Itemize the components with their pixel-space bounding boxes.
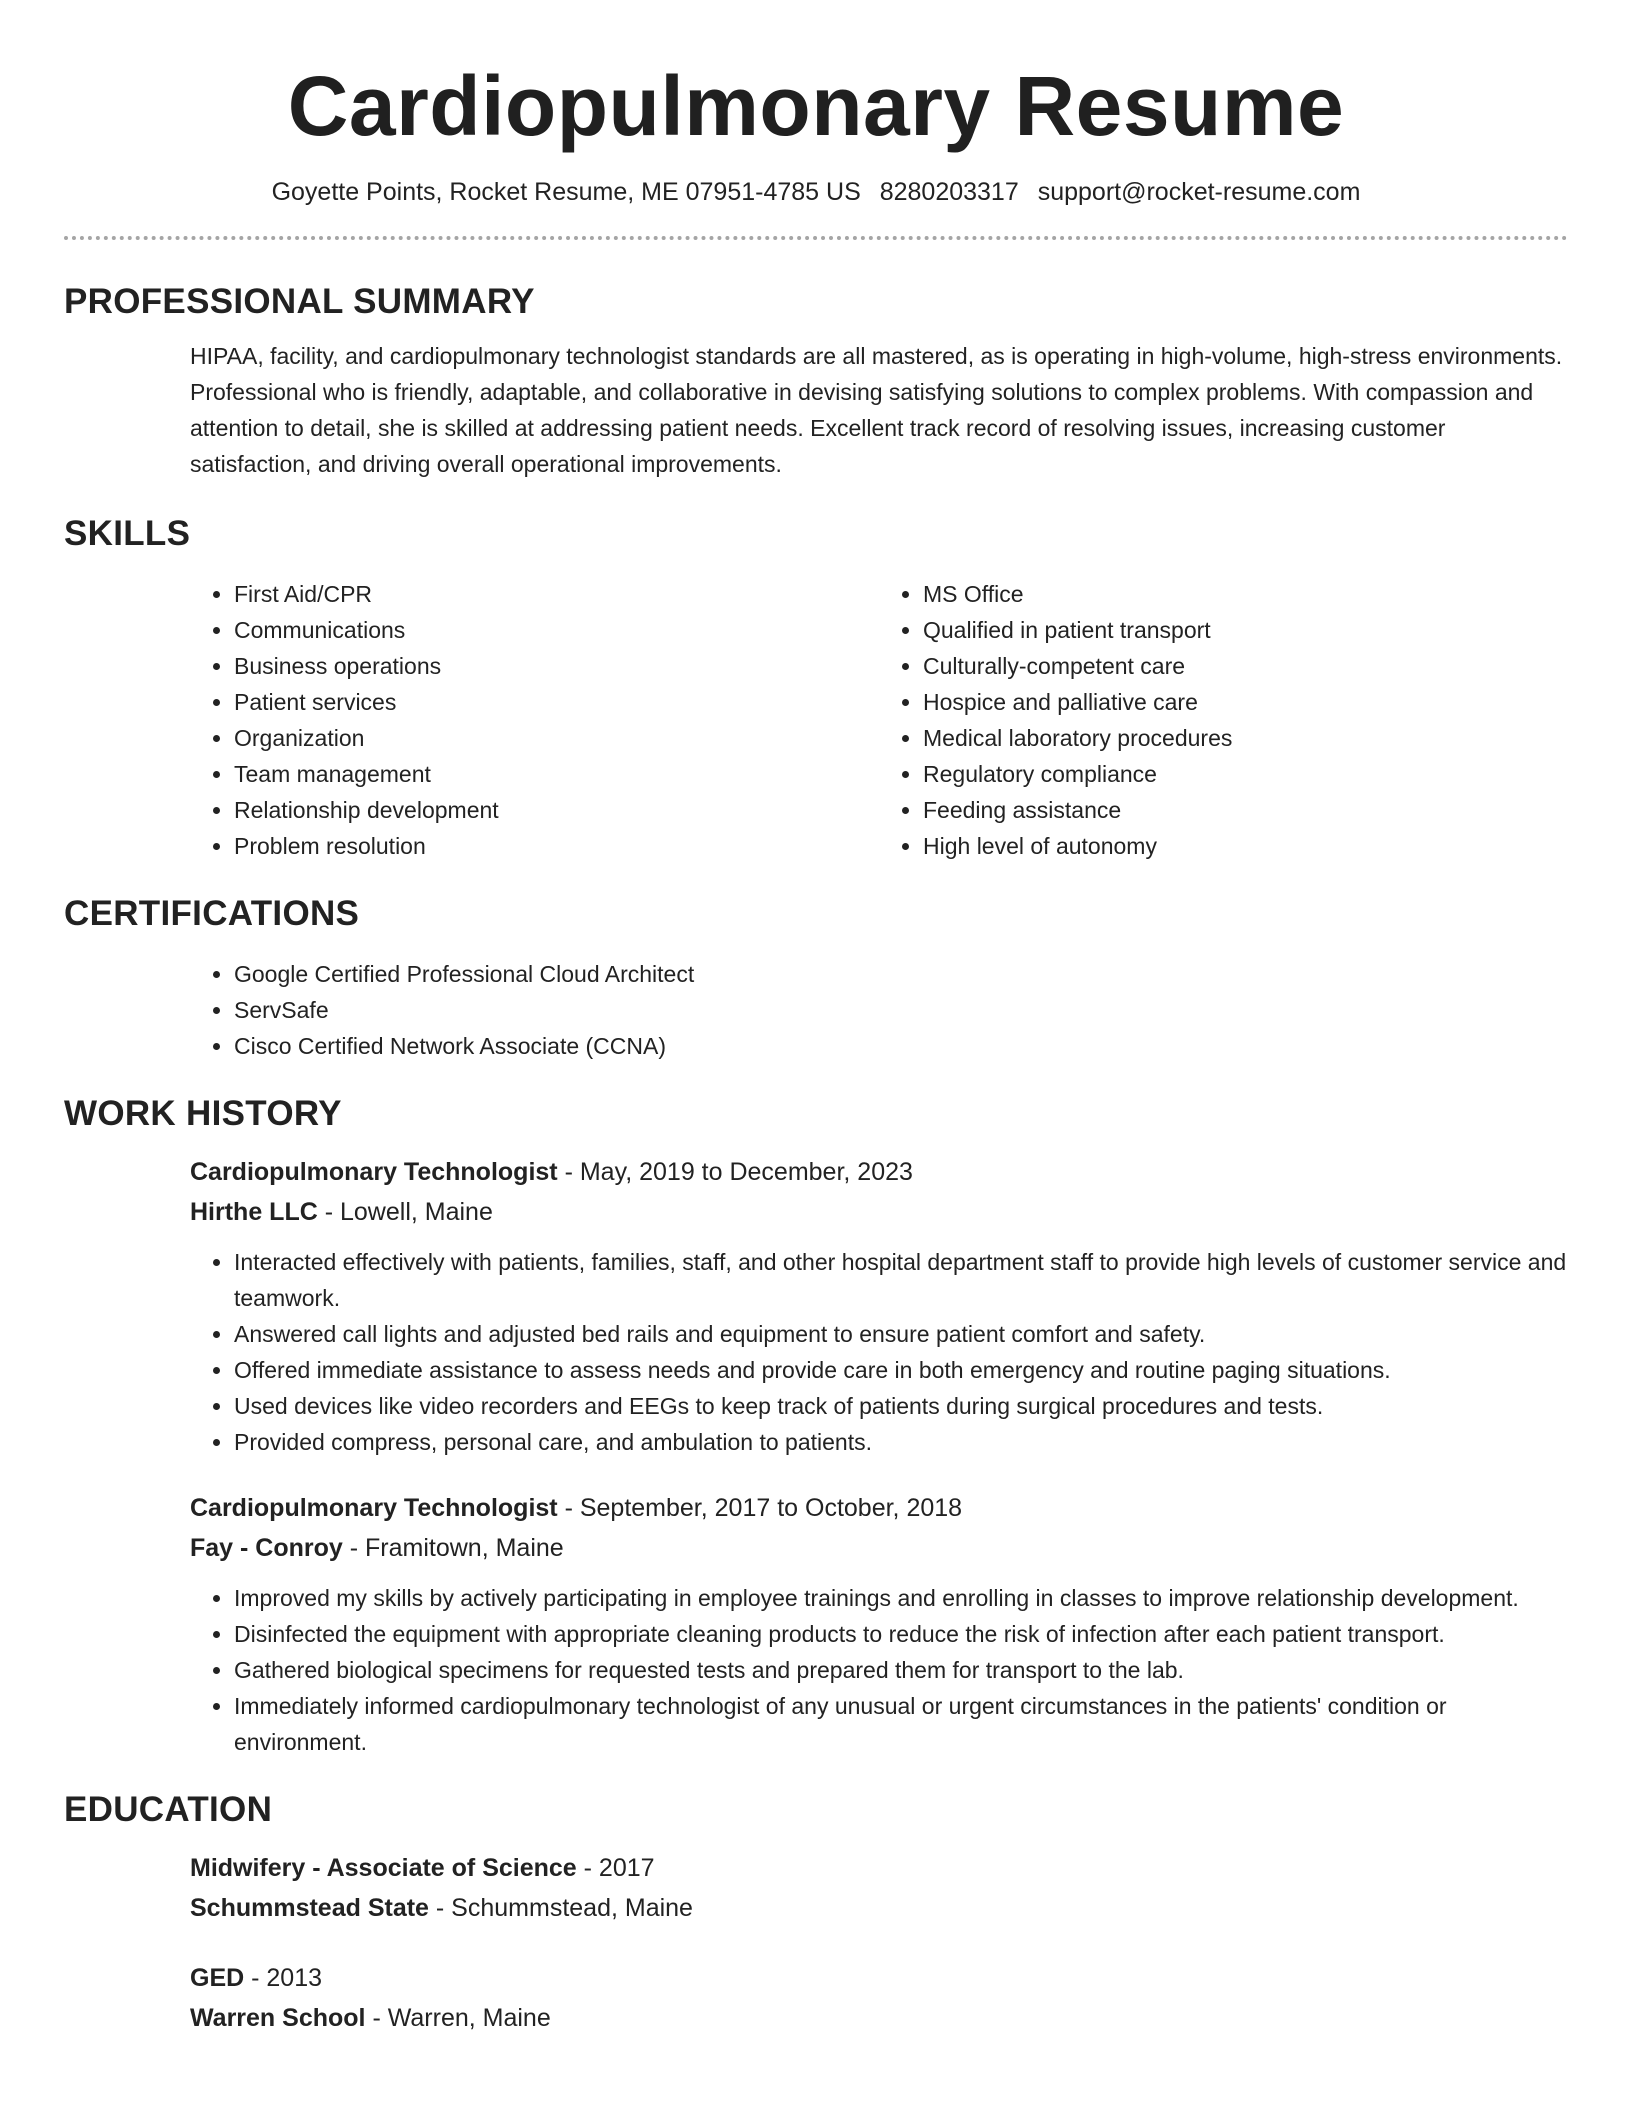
skill-item: • Culturally-competent care: [923, 648, 1568, 684]
contact-line: [64, 176, 1568, 208]
skill-item: • Organization: [234, 720, 879, 756]
header-divider: [64, 236, 1568, 240]
summary-section: [64, 280, 1568, 482]
job-company: Fay - Conroy: [190, 1534, 343, 1562]
skill-item: • High level of autonomy: [923, 828, 1568, 864]
job-title-line: [190, 1152, 1568, 1192]
job-title-line: [190, 1488, 1568, 1528]
work-history-heading: WORK HISTORY: [64, 1094, 342, 1133]
duty-item: • Immediately informed cardiopulmonary technologist of any unusual or urgent circumstances in the patients' condition or environment.: [234, 1688, 1568, 1760]
skills-list-right: [879, 576, 1568, 864]
duty-item: • Offered immediate assistance to assess needs and provide care in both emergency and routine paging situations.: [234, 1352, 1568, 1388]
skill-item: • Medical laboratory procedures: [923, 720, 1568, 756]
duty-item: • Improved my skills by actively participating in employee trainings and enrolling in classes to improve relationship development.: [234, 1580, 1568, 1616]
contact-address: Goyette Points, Rocket Resume, ME 07951-4785 US: [271, 178, 861, 206]
skills-grid: [64, 576, 1568, 864]
skill-item: • Team management: [234, 756, 879, 792]
skill-item: • Qualified in patient transport: [923, 612, 1568, 648]
skill-item: • Hospice and palliative care: [923, 684, 1568, 720]
job-entry: [190, 1488, 1568, 1760]
duty-item: • Answered call lights and adjusted bed rails and equipment to ensure patient comfort and safety.: [234, 1316, 1568, 1352]
contact-email: support@rocket-resume.com: [1037, 178, 1361, 206]
resume-title: Cardiopulmonary Resume: [287, 59, 1345, 153]
skill-item: • Feeding assistance: [923, 792, 1568, 828]
skill-item: • First Aid/CPR: [234, 576, 879, 612]
job-role: Cardiopulmonary Technologist: [190, 1494, 558, 1522]
job-location: - Framitown, Maine: [342, 1534, 564, 1562]
duty-item: • Provided compress, personal care, and ambulation to patients.: [234, 1424, 1568, 1460]
certifications-list: [190, 956, 1568, 1064]
education-location: - Schummstead, Maine: [428, 1894, 693, 1922]
skill-item: • Patient services: [234, 684, 879, 720]
job-location: - Lowell, Maine: [317, 1198, 493, 1226]
skill-item: • Regulatory compliance: [923, 756, 1568, 792]
education-degree: Midwifery - Associate of Science: [190, 1854, 577, 1882]
job-role: Cardiopulmonary Technologist: [190, 1158, 558, 1186]
duty-item: • Disinfected the equipment with appropriate cleaning products to reduce the risk of infection after each patient transport.: [234, 1616, 1568, 1652]
summary-heading: PROFESSIONAL SUMMARY: [64, 282, 535, 321]
duty-item: • Used devices like video recorders and EEGs to keep track of patients during surgical procedures and tests.: [234, 1388, 1568, 1424]
skills-heading: SKILLS: [64, 514, 191, 553]
education-heading: EDUCATION: [64, 1790, 273, 1829]
job-duties: [190, 1244, 1568, 1460]
job-entry: [190, 1152, 1568, 1460]
education-school: Warren School: [190, 2004, 366, 2032]
certification-item: • Google Certified Professional Cloud Architect: [234, 956, 1568, 992]
job-company: Hirthe LLC: [190, 1198, 318, 1226]
job-company-line: [190, 1192, 1568, 1232]
education-year: - 2017: [576, 1854, 655, 1882]
job-dates: - September, 2017 to October, 2018: [557, 1494, 963, 1522]
certification-item: • ServSafe: [234, 992, 1568, 1028]
job-dates: - May, 2019 to December, 2023: [557, 1158, 913, 1186]
job-company-line: [190, 1528, 1568, 1568]
skill-item: • Relationship development: [234, 792, 879, 828]
duty-item: • Gathered biological specimens for requested tests and prepared them for transport to the lab.: [234, 1652, 1568, 1688]
skill-item: • Business operations: [234, 648, 879, 684]
skill-item: • MS Office: [923, 576, 1568, 612]
skill-item: • Communications: [234, 612, 879, 648]
education-year: - 2013: [244, 1964, 323, 1992]
education-entry: [190, 1958, 1568, 2038]
education-degree-line: [190, 1848, 1568, 1888]
certifications-section: [64, 892, 1568, 1064]
education-location: - Warren, Maine: [365, 2004, 551, 2032]
job-duties: [190, 1580, 1568, 1760]
education-school-line: [190, 1998, 1568, 2038]
work-history-section: [64, 1092, 1568, 1760]
education-section: [64, 1788, 1568, 2038]
certifications-heading: CERTIFICATIONS: [64, 894, 360, 933]
contact-phone: 8280203317: [879, 178, 1019, 206]
education-degree: GED: [190, 1964, 245, 1992]
skills-list-left: [190, 576, 879, 864]
education-school: Schummstead State: [190, 1894, 429, 1922]
skill-item: • Problem resolution: [234, 828, 879, 864]
duty-item: • Interacted effectively with patients, families, staff, and other hospital department staff to provide high levels of customer service and teamwork.: [234, 1244, 1568, 1316]
certification-item: • Cisco Certified Network Associate (CCNA): [234, 1028, 1568, 1064]
education-degree-line: [190, 1958, 1568, 1998]
summary-text: HIPAA, facility, and cardiopulmonary technologist standards are all mastered, as is operating in high-volume, high-stress environments. Professional who is friendly, adaptable, and collaborative in devising satisfying solutions to complex problems. With compassion and attention to detail, she is skilled at addressing patient needs. Excellent track record of resolving issues, increasing customer satisfaction, and driving overall operational improvements.: [190, 343, 1563, 477]
education-entry: [190, 1848, 1568, 1928]
education-school-line: [190, 1888, 1568, 1928]
skills-section: [64, 512, 1568, 864]
